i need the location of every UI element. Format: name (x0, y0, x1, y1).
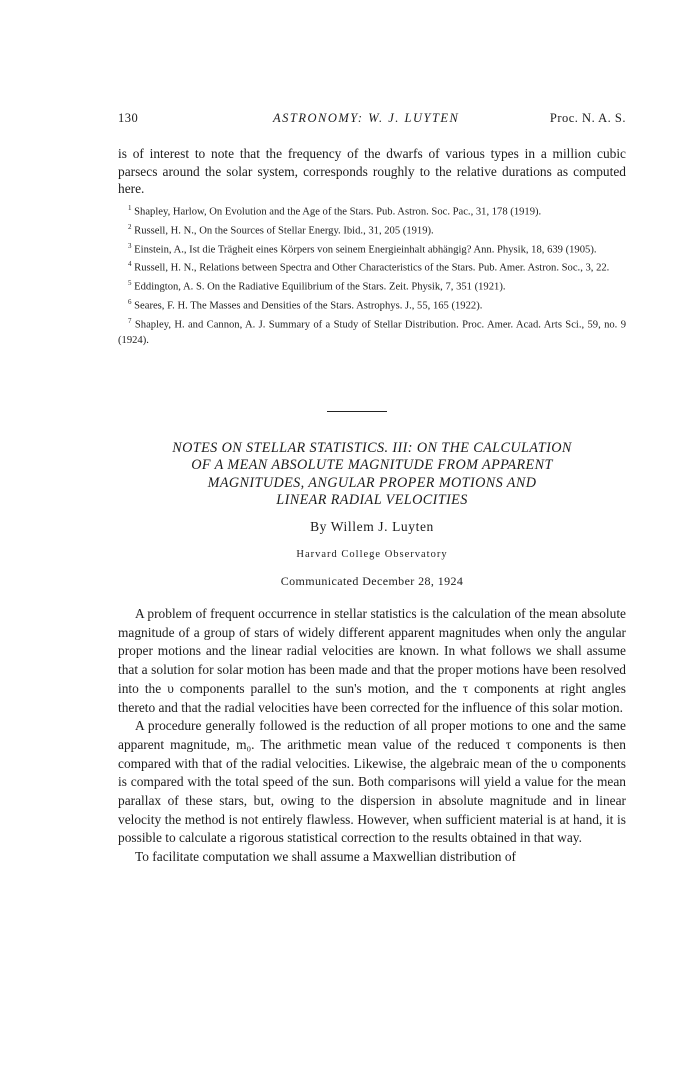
footnote-number: 1 (128, 204, 132, 212)
footnote (118, 201, 626, 220)
footnote-number: 6 (128, 298, 132, 307)
title-line: OF A MEAN ABSOLUTE MAGNITUDE FROM APPARENT (191, 457, 553, 474)
footnote-text: Shapley, H. and Cannon, A. J. Summary of a Study of Stellar Distribution. Proc. Amer. Acad. Arts Sci., 59, no. 9 (1924). (118, 319, 626, 346)
footnote (118, 295, 626, 314)
body-paragraph: To facilitate computation we shall assume a Maxwellian distribution of (135, 849, 516, 865)
footnote (118, 276, 626, 295)
footnote-number: 3 (128, 241, 132, 250)
footnote-number: 7 (128, 316, 132, 325)
article-title (118, 440, 626, 509)
footnote-number: 4 (128, 260, 132, 269)
footnote-text: Russell, H. N., Relations between Spectra and Other Characteristics of the Stars. Pub. Amer. Astron. Soc., 3, 22. (134, 263, 610, 275)
running-title: ASTRONOMY: W. J. LUYTEN (273, 111, 460, 125)
intro-paragraph: is of interest to note that the frequency of the dwarfs of various types in a million cubic parsecs around the solar system, corresponds roughly to the relative durations as computed here. (118, 146, 626, 196)
title-line: NOTES ON STELLAR STATISTICS. III: ON THE CALCULATION (172, 440, 572, 456)
journal-abbrev: Proc. N. A. S. (549, 111, 626, 125)
body-paragraph: A procedure generally followed is the reduction of all proper motions to one and the same apparent magnitude, m₀. The arithmetic mean value of the reduced τ components is then compared with that of the radial velocities. Likewise, the algebraic mean of the υ components is compared with the total speed of the sun. Both comparisons will yield a value for the mean parallax of these stars, but, owing to the dispersion in absolute magnitude and in linear velocity the method is not entirely flawless. However, when sufficient material is at hand, it is possible to calculate a rigorous statistical correction to the results obtained in that way. (118, 718, 626, 846)
footnote-text: Seares, F. H. The Masses and Densities of the Stars. Astrophys. J., 55, 165 (1922). (134, 300, 483, 312)
running-head (118, 111, 626, 129)
footnotes (118, 201, 626, 348)
title-line: MAGNITUDES, ANGULAR PROPER MOTIONS AND (207, 474, 537, 491)
footnote-number: 2 (128, 222, 132, 231)
section-divider (327, 411, 387, 412)
footnote-number: 5 (128, 279, 132, 288)
footnote (118, 220, 626, 239)
author-byline: By Willem J. Luyten (310, 519, 434, 534)
article-body (118, 605, 626, 867)
page-number: 130 (118, 111, 139, 125)
affiliation: Harvard College Observatory (296, 549, 448, 560)
footnote-text: Eddington, A. S. On the Radiative Equilibrium of the Stars. Zeit. Physik, 7, 351 (1921). (134, 281, 506, 293)
body-paragraph: A problem of frequent occurrence in stellar statistics is the calculation of the mean absolute magnitude of a group of stars of widely different apparent magnitudes when only the angular proper motions and the linear radial velocities are known. In what follows we shall assume that a solution for solar motion has been made and that the proper motions have been resolved into the υ components parallel to the sun's motion, and the τ components at right angles thereto and that the radial velocities have been corrected for the influence of this solar motion. (118, 606, 626, 715)
footnote-text: Einstein, A., Ist die Trägheit eines Körpers von seinem Energieinhalt abhängig? Ann. Physik, 18, 639 (1905). (134, 244, 597, 256)
communicated-date: Communicated December 28, 1924 (280, 574, 464, 588)
footnote-text: Shapley, Harlow, On Evolution and the Age of the Stars. Pub. Astron. Soc. Pac., 31, 178 (1919). (134, 206, 542, 218)
footnote (118, 257, 626, 276)
title-line: LINEAR RADIAL VELOCITIES (276, 491, 468, 508)
footnote (118, 314, 626, 348)
footnote-text: Russell, H. N., On the Sources of Stellar Energy. Ibid., 31, 205 (1919). (134, 225, 434, 237)
footnote (118, 239, 626, 258)
